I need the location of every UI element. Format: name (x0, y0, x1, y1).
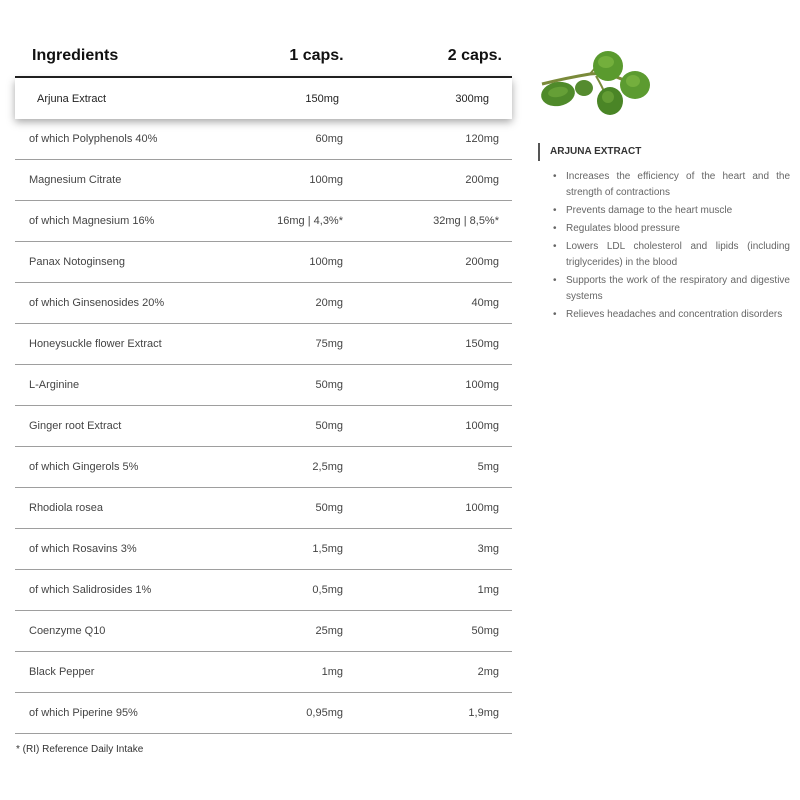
list-item (538, 169, 790, 201)
benefit-text: Increases the efficiency of the heart and the strength of contractions (566, 171, 790, 198)
benefit-text: Supports the work of the respiratory and digestive systems (566, 275, 790, 302)
dose-one-cap: 2,5mg (312, 461, 343, 473)
table-row (15, 324, 512, 365)
bullet-icon: • (553, 171, 557, 182)
dose-two-caps: 150mg (465, 338, 499, 350)
table-row (15, 406, 512, 447)
bullet-icon: • (553, 241, 557, 252)
ingredient-name: Magnesium Citrate (29, 174, 122, 186)
dose-two-caps: 2mg (477, 666, 499, 678)
table-row (15, 652, 512, 693)
table-row (15, 529, 512, 570)
ingredient-name: Arjuna Extract (37, 92, 107, 105)
arjuna-info-panel (538, 143, 790, 325)
ingredient-name: Ginger root Extract (29, 420, 122, 432)
list-item (538, 203, 790, 219)
dose-two-caps: 300mg (455, 92, 489, 105)
list-item (538, 221, 790, 237)
benefit-text: Prevents damage to the heart muscle (566, 205, 733, 216)
dose-one-cap: 25mg (315, 625, 343, 637)
dose-two-caps: 50mg (471, 625, 499, 637)
benefit-text: Lowers LDL cholesterol and lipids (including triglycerides) in the blood (566, 241, 790, 268)
ingredient-name: Black Pepper (29, 666, 95, 678)
table-row (15, 447, 512, 488)
table-row (15, 693, 512, 734)
table-row (15, 201, 512, 242)
dose-two-caps: 5mg (477, 461, 499, 473)
dose-one-cap: 0,5mg (312, 584, 343, 596)
dose-one-cap: 16mg | 4,3%* (277, 215, 343, 227)
list-item (538, 273, 790, 305)
dose-two-caps: 100mg (465, 420, 499, 432)
dose-one-cap: 1mg (321, 666, 343, 678)
panel-title: ARJUNA EXTRACT (538, 143, 790, 161)
dose-one-cap: 0,95mg (306, 707, 343, 719)
dose-two-caps: 1mg (477, 584, 499, 596)
dose-two-caps: 1,9mg (468, 707, 499, 719)
dose-one-cap: 100mg (309, 256, 343, 268)
table-row (15, 283, 512, 324)
dose-one-cap: 50mg (315, 379, 343, 391)
benefit-text: Regulates blood pressure (566, 223, 680, 234)
dose-two-caps: 32mg | 8,5%* (433, 215, 499, 227)
ingredient-name: of which Rosavins 3% (29, 543, 137, 555)
table-row-highlight (15, 78, 512, 119)
dose-two-caps: 200mg (465, 256, 499, 268)
table-row (15, 160, 512, 201)
dose-two-caps: 3mg (477, 543, 499, 555)
table-row (15, 611, 512, 652)
dose-one-cap: 20mg (315, 297, 343, 309)
benefit-text: Relieves headaches and concentration disorders (566, 309, 783, 320)
ingredients-table (15, 36, 512, 734)
header-one-cap: 1 caps. (289, 47, 344, 64)
dose-one-cap: 50mg (315, 420, 343, 432)
arjuna-fruit-icon (536, 46, 656, 123)
table-row (15, 488, 512, 529)
dose-two-caps: 120mg (465, 133, 499, 145)
bullet-icon: • (553, 275, 557, 286)
benefit-list (538, 169, 790, 323)
bullet-icon: • (553, 223, 557, 234)
ingredient-name: of which Piperine 95% (29, 707, 138, 719)
list-item (538, 307, 790, 323)
dose-one-cap: 60mg (315, 133, 343, 145)
table-header (15, 36, 512, 78)
table-row (15, 570, 512, 611)
ingredient-name: of which Gingerols 5% (29, 461, 139, 473)
dose-two-caps: 100mg (465, 502, 499, 514)
ingredient-name: of which Polyphenols 40% (29, 133, 158, 145)
ingredient-name: of which Ginsenosides 20% (29, 297, 165, 309)
bullet-icon: • (553, 205, 557, 216)
bullet-icon: • (553, 309, 557, 320)
table-row (15, 365, 512, 406)
ingredient-name: Honeysuckle flower Extract (29, 338, 162, 350)
dose-two-caps: 40mg (471, 297, 499, 309)
dose-one-cap: 100mg (309, 174, 343, 186)
dose-one-cap: 1,5mg (312, 543, 343, 555)
ingredient-name: of which Magnesium 16% (29, 215, 155, 227)
dose-one-cap: 75mg (315, 338, 343, 350)
dose-one-cap: 50mg (315, 502, 343, 514)
footnote: * (RI) Reference Daily Intake (16, 744, 144, 755)
header-ingredients: Ingredients (32, 47, 119, 64)
ingredient-name: L-Arginine (29, 379, 80, 391)
ingredient-name: Coenzyme Q10 (29, 625, 106, 637)
table-row (15, 119, 512, 160)
ingredient-name: Panax Notoginseng (29, 256, 126, 268)
ingredient-name: of which Salidrosides 1% (29, 584, 152, 596)
ingredient-name: Rhodiola rosea (29, 502, 103, 514)
header-two-caps: 2 caps. (447, 47, 502, 64)
list-item (538, 239, 790, 271)
dose-two-caps: 200mg (465, 174, 499, 186)
dose-two-caps: 100mg (465, 379, 499, 391)
table-row (15, 242, 512, 283)
dose-one-cap: 150mg (305, 92, 339, 105)
